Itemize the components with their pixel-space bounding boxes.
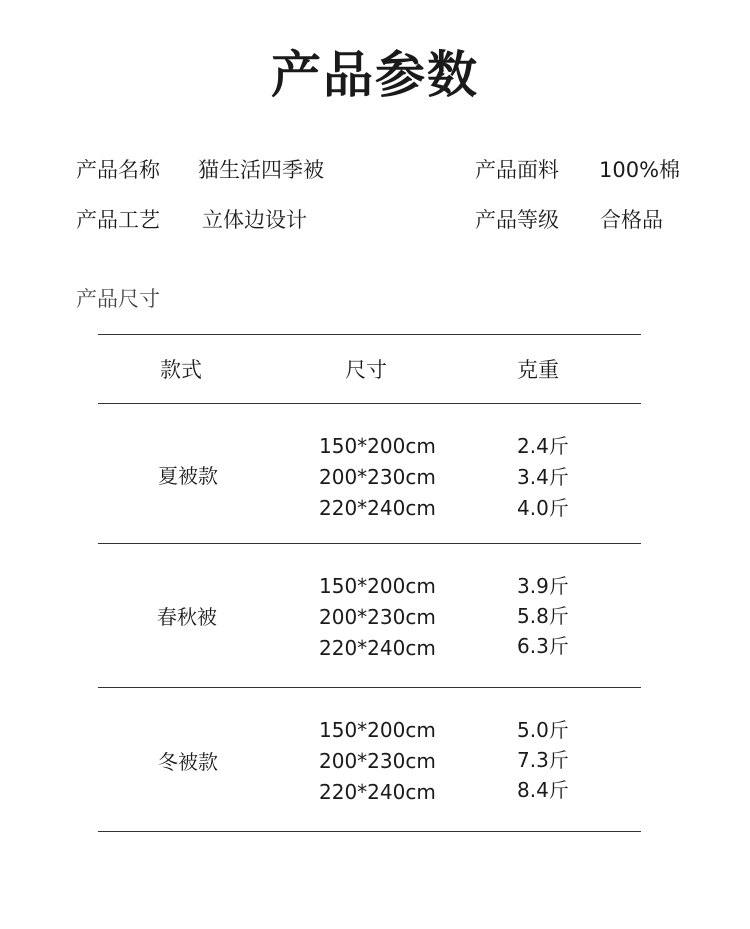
param-name-label: 产品名称 (76, 158, 160, 182)
row-weight: 5.8斤 (517, 604, 569, 628)
table-rule-row (98, 687, 641, 688)
row-size: 220*240cm (319, 780, 436, 804)
row-weight: 7.3斤 (517, 748, 569, 772)
param-grade-value: 合格品 (600, 208, 663, 232)
table-rule-row (98, 543, 641, 544)
row-size: 150*200cm (319, 718, 436, 742)
page-title: 产品参数 (271, 46, 479, 104)
row-style: 夏被款 (158, 464, 218, 488)
row-weight: 5.0斤 (517, 718, 569, 742)
row-style: 春秋被 (157, 605, 217, 629)
row-weight: 4.0斤 (517, 496, 569, 520)
table-rule-bottom (98, 831, 641, 832)
row-weight: 2.4斤 (517, 434, 569, 458)
row-weight: 3.4斤 (517, 465, 569, 489)
param-grade-label: 产品等级 (475, 208, 559, 232)
header-style: 款式 (160, 358, 202, 382)
row-size: 150*200cm (319, 434, 436, 458)
row-weight: 3.9斤 (517, 574, 569, 598)
table-rule-header (98, 403, 641, 404)
row-size: 200*230cm (319, 749, 436, 773)
param-craft-label: 产品工艺 (76, 208, 160, 232)
param-craft-value: 立体边设计 (202, 208, 307, 232)
row-weight: 8.4斤 (517, 778, 569, 802)
param-name-value: 猫生活四季被 (198, 158, 324, 182)
size-section-label: 产品尺寸 (76, 287, 160, 311)
param-fabric-value: 100%棉 (599, 158, 681, 182)
row-style: 冬被款 (158, 750, 218, 774)
table-rule-top (98, 334, 641, 335)
row-size: 220*240cm (319, 496, 436, 520)
row-size: 150*200cm (319, 574, 436, 598)
header-weight: 克重 (517, 358, 559, 382)
row-size: 200*230cm (319, 465, 436, 489)
row-size: 200*230cm (319, 605, 436, 629)
row-weight: 6.3斤 (517, 634, 569, 658)
header-size: 尺寸 (345, 358, 387, 382)
row-size: 220*240cm (319, 636, 436, 660)
param-fabric-label: 产品面料 (475, 158, 559, 182)
